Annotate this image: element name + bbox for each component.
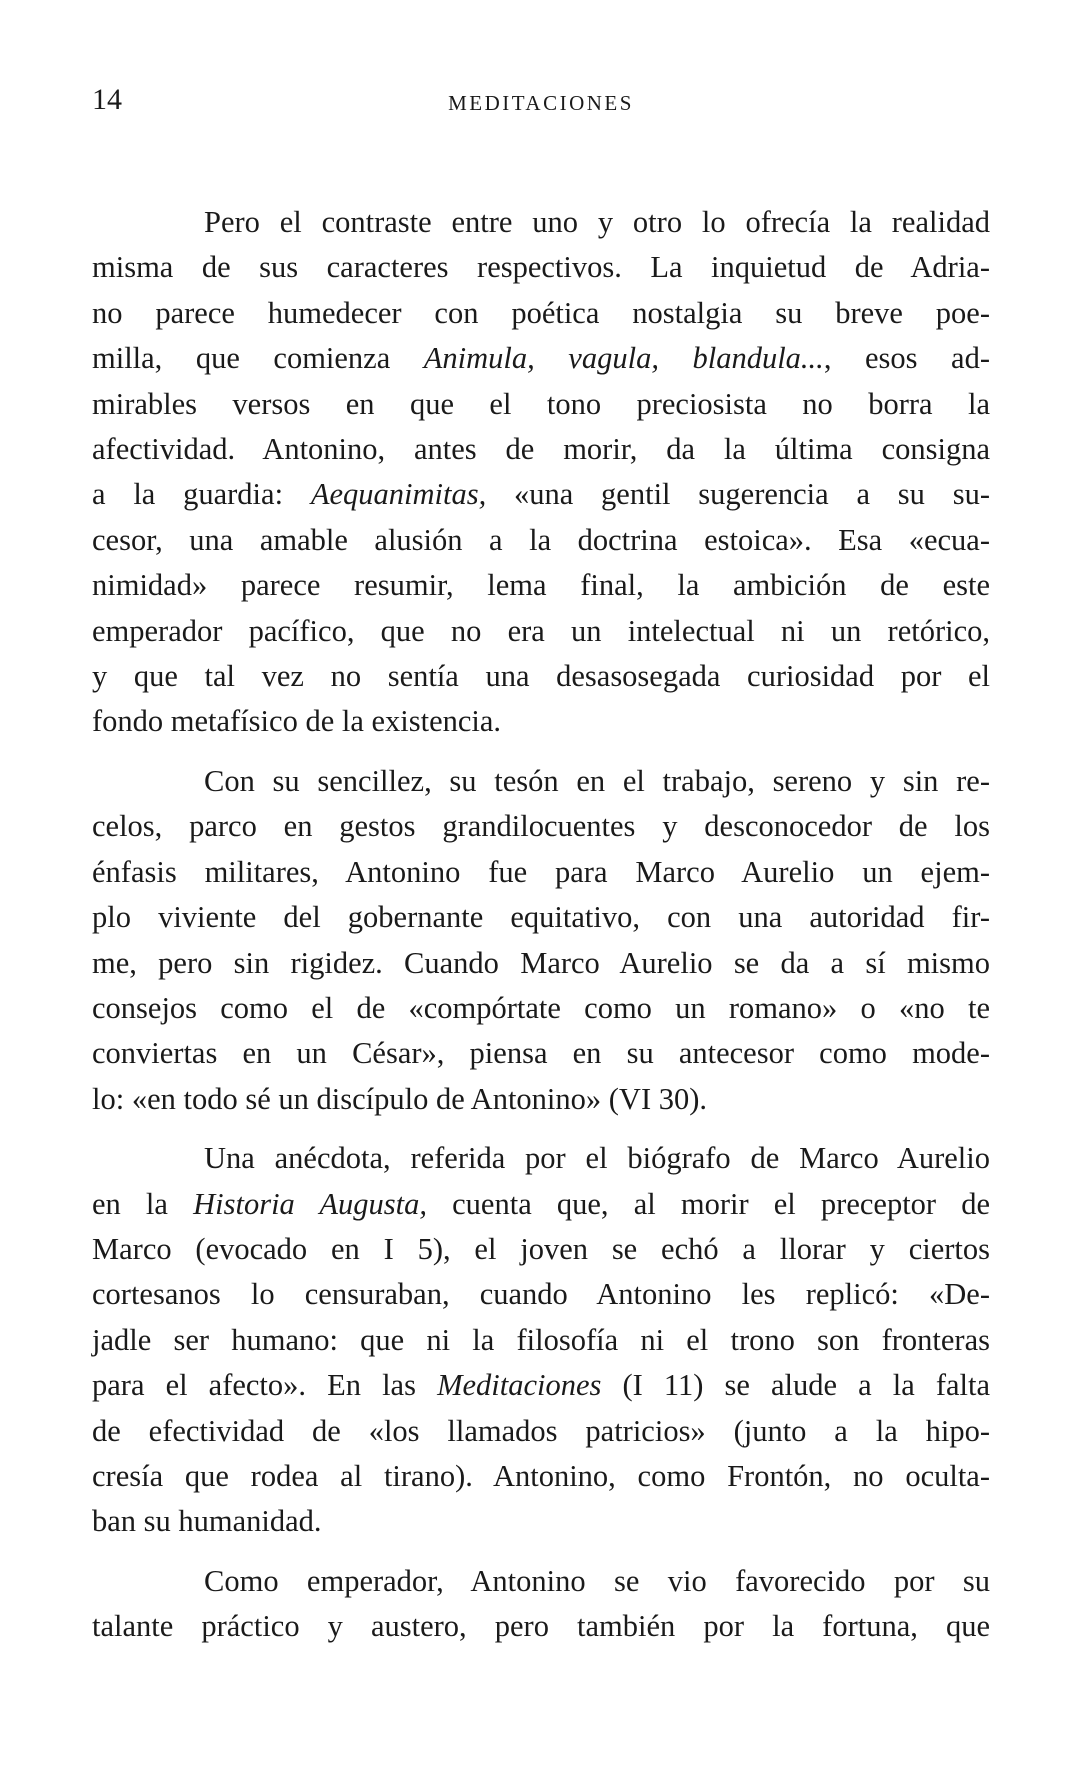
text-segment: (I 11) se alude a la falta	[601, 1368, 990, 1403]
text-line: mirables versos en que el tono preciosista no borra la	[92, 386, 990, 421]
text-line: y que tal vez no sentía una desasosegada curiosidad por el	[92, 659, 990, 694]
text-line: conviertas en un César», piensa en su antecesor como mode-	[92, 1036, 990, 1071]
text-line: no parece humedecer con poética nostalgia su breve poe-	[92, 295, 990, 330]
text-line: ban su humanidad.	[92, 1504, 322, 1539]
paragraph	[92, 1136, 990, 1545]
text-segment: en la	[92, 1186, 194, 1221]
text-line: Marco (evocado en I 5), el joven se echó a llorar y ciertos	[92, 1231, 990, 1266]
text-line: jadle ser humano: que ni la filosofía ni el trono son fronteras	[92, 1322, 990, 1357]
text-line: cesor, una amable alusión a la doctrina estoica». Esa «ecua-	[92, 522, 990, 557]
text-line: afectividad. Antonino, antes de morir, da la última consigna	[92, 432, 990, 467]
body-text	[92, 200, 990, 1650]
text-line	[92, 1182, 990, 1227]
text-segment: , esos ad-	[823, 341, 990, 376]
running-title: MEDITACIONES	[448, 91, 634, 115]
text-line: celos, parco en gestos grandilocuentes y desconocedor de los	[92, 809, 990, 844]
text-segment: milla, que comienza	[92, 341, 424, 376]
text-segment: para el afecto». En las	[92, 1368, 438, 1403]
text-line: consejos como el de «compórtate como un romano» o «no te	[92, 990, 990, 1025]
text-line: Pero el contraste entre uno y otro lo ofrecía la realidad	[204, 205, 990, 239]
text-line: de efectividad de «los llamados patricios» (junto a la hipo-	[92, 1413, 990, 1448]
text-line: Con su sencillez, su tesón en el trabajo, sereno y sin re-	[204, 763, 990, 798]
text-line	[92, 472, 990, 517]
italic-title: Aequanimitas,	[310, 477, 487, 512]
paragraph	[92, 200, 990, 745]
text-segment: a la guardia:	[92, 477, 311, 512]
text-line	[92, 1363, 990, 1408]
text-line: énfasis militares, Antonino fue para Marco Aurelio un ejem-	[92, 854, 990, 889]
text-line: me, pero sin rigidez. Cuando Marco Aurelio se da a sí mismo	[92, 945, 990, 980]
paragraph	[92, 1559, 990, 1650]
text-line	[92, 336, 990, 381]
text-line: cortesanos lo censuraban, cuando Antonino les replicó: «De-	[92, 1277, 990, 1312]
page-number: 14	[92, 83, 122, 116]
text-segment: cuenta que, al morir el preceptor de	[427, 1186, 991, 1221]
text-line: emperador pacífico, que no era un intelectual ni un retórico,	[92, 613, 990, 648]
text-line: talante práctico y austero, pero también por la fortuna, que	[92, 1609, 990, 1644]
text-line: misma de sus caracteres respectivos. La inquietud de Adria-	[92, 250, 990, 285]
text-line: nimidad» parece resumir, lema final, la ambición de este	[92, 568, 990, 603]
text-line: fondo metafísico de la existencia.	[92, 704, 502, 739]
text-line: lo: «en todo sé un discípulo de Antonino» (VI 30).	[92, 1081, 708, 1116]
text-line: plo viviente del gobernante equitativo, con una autoridad fir-	[92, 900, 990, 935]
text-line: cresía que rodea al tirano). Antonino, como Frontón, no oculta-	[92, 1458, 990, 1493]
text-segment: «una gentil sugerencia a su su-	[486, 477, 990, 512]
italic-title: Historia Augusta,	[193, 1186, 427, 1221]
italic-title: Animula, vagula, blandula...	[423, 341, 824, 376]
text-line: Una anécdota, referida por el biógrafo de Marco Aurelio	[204, 1141, 990, 1176]
text-line: Como emperador, Antonino se vio favorecido por su	[204, 1563, 990, 1598]
italic-title: Meditaciones	[437, 1368, 602, 1403]
paragraph	[92, 759, 990, 1122]
page-header	[92, 82, 990, 122]
